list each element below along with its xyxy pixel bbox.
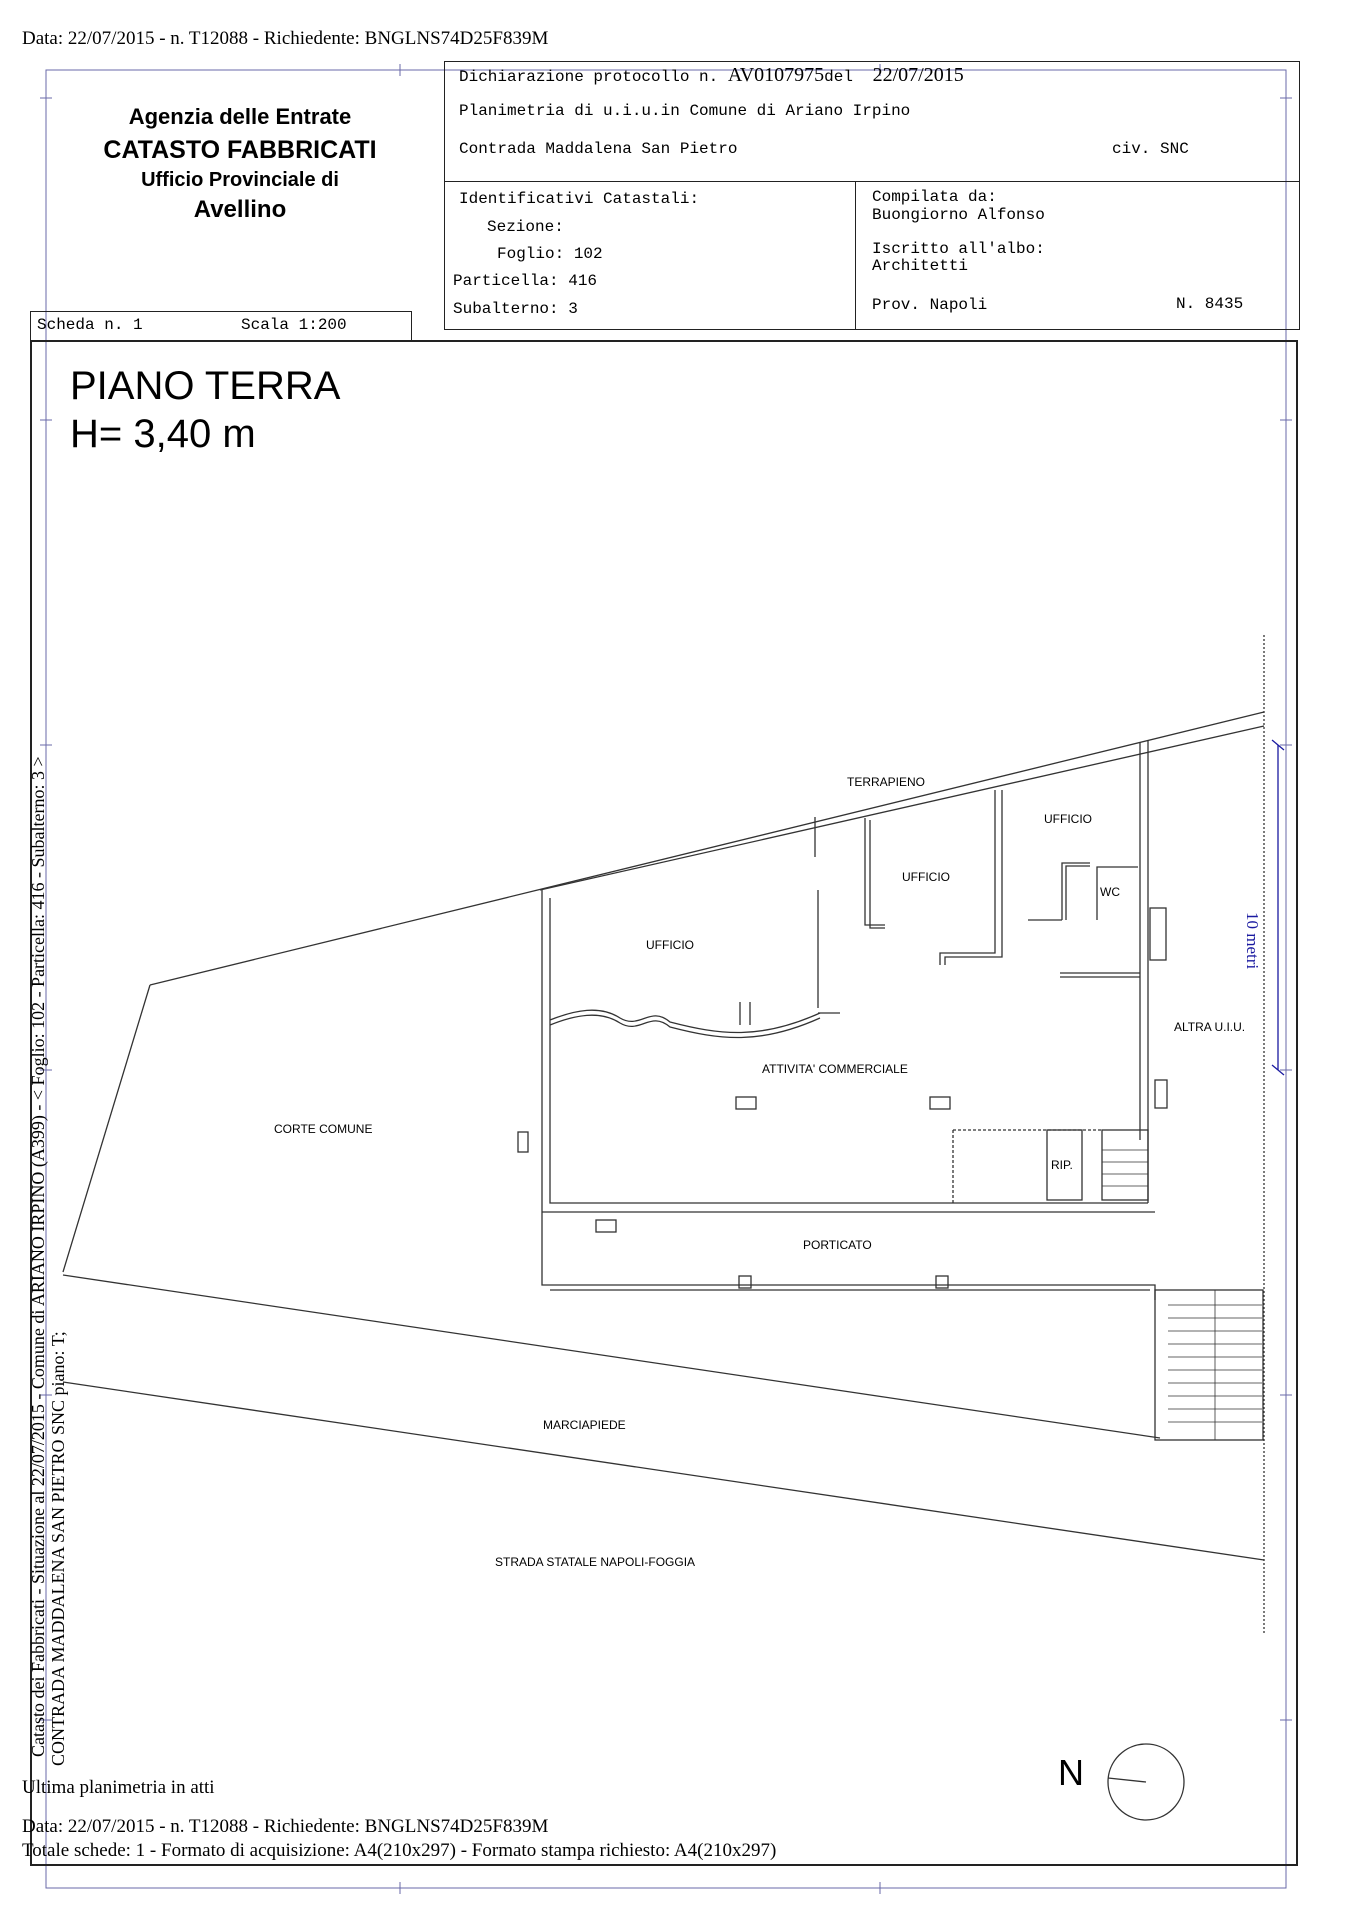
compilata-name: Buongiorno Alfonso	[872, 206, 1045, 224]
scheda-label: Scheda n. 1	[37, 316, 143, 334]
planimetria-line: Planimetria di u.i.u.in Comune di Ariano Irpino	[459, 102, 911, 120]
protocol-number: AV0107975	[727, 64, 825, 86]
wc-label: WC	[1100, 885, 1120, 899]
strada-label: STRADA STATALE NAPOLI-FOGGIA	[495, 1555, 696, 1569]
particella-label: Particella: 416	[453, 272, 598, 290]
civ-label: civ. SNC	[1112, 140, 1189, 158]
ufficio-room-label-2: UFFICIO	[902, 870, 950, 884]
subalterno-label: Subalterno: 3	[453, 300, 578, 318]
prov-label: Prov. Napoli	[872, 296, 988, 314]
del-label: del	[824, 68, 853, 86]
foglio-label: Foglio: 102	[497, 245, 603, 263]
rip-label: RIP.	[1051, 1158, 1073, 1172]
declaration-label: Dichiarazione protocollo n.	[459, 68, 719, 86]
declaration-date: 22/07/2015	[872, 64, 964, 86]
compilata-title: Compilata da:	[872, 188, 997, 206]
ufficio-room-label-3: UFFICIO	[646, 938, 694, 952]
attivita-label: ATTIVITA' COMMERCIALE	[762, 1062, 908, 1076]
sezione-label: Sezione:	[487, 218, 564, 236]
scala-label: Scala 1:200	[241, 316, 347, 334]
albo-number: N. 8435	[1176, 295, 1244, 313]
province-name: Avellino	[193, 196, 287, 223]
side-text-2: CONTRADA MADDALENA SAN PIETRO SNC piano: T;	[48, 1331, 68, 1766]
ultima-planimetria: Ultima planimetria in atti	[22, 1777, 215, 1798]
ufficio-label: Ufficio Provinciale di	[141, 169, 339, 191]
plan-title: PIANO TERRA	[70, 364, 341, 408]
ufficio-room-label-1: UFFICIO	[1044, 812, 1092, 826]
terrapieno-label: TERRAPIENO	[847, 775, 926, 789]
porticato-label: PORTICATO	[803, 1238, 872, 1252]
albo-value: Architetti	[872, 257, 969, 275]
marciapiede-label: MARCIAPIEDE	[543, 1418, 626, 1432]
corte-comune-label: CORTE COMUNE	[274, 1122, 373, 1136]
altra-uiu-label: ALTRA U.I.U.	[1174, 1020, 1246, 1034]
footer-data: Data: 22/07/2015 - n. T12088 - Richiedente: BNGLNS74D25F839M	[22, 1816, 549, 1837]
plan-height: H= 3,40 m	[70, 412, 256, 456]
north-indicator: N	[1058, 1752, 1084, 1793]
side-text-1: Catasto dei Fabbricati - Situazione al 22/07/2015 - Comune di ARIANO IRPINO (A399) - < Foglio: 102 - Particella: 416 - Subalterno: 3 >	[28, 756, 48, 1757]
footer-totale: Totale schede: 1 - Formato di acquisizione: A4(210x297) - Formato stampa richiesto: A4(210x297)	[22, 1840, 777, 1861]
identificativi-title: Identificativi Catastali:	[459, 190, 700, 208]
scale-bar-label: 10 metri	[1243, 912, 1262, 970]
header-top-line: Data: 22/07/2015 - n. T12088 - Richiedente: BNGLNS74D25F839M	[22, 28, 549, 49]
address-line: Contrada Maddalena San Pietro	[459, 140, 738, 158]
catasto-title: CATASTO FABBRICATI	[103, 136, 377, 164]
iscritto-label: Iscritto all'albo:	[872, 240, 1045, 258]
agency-name: Agenzia delle Entrate	[128, 104, 352, 129]
